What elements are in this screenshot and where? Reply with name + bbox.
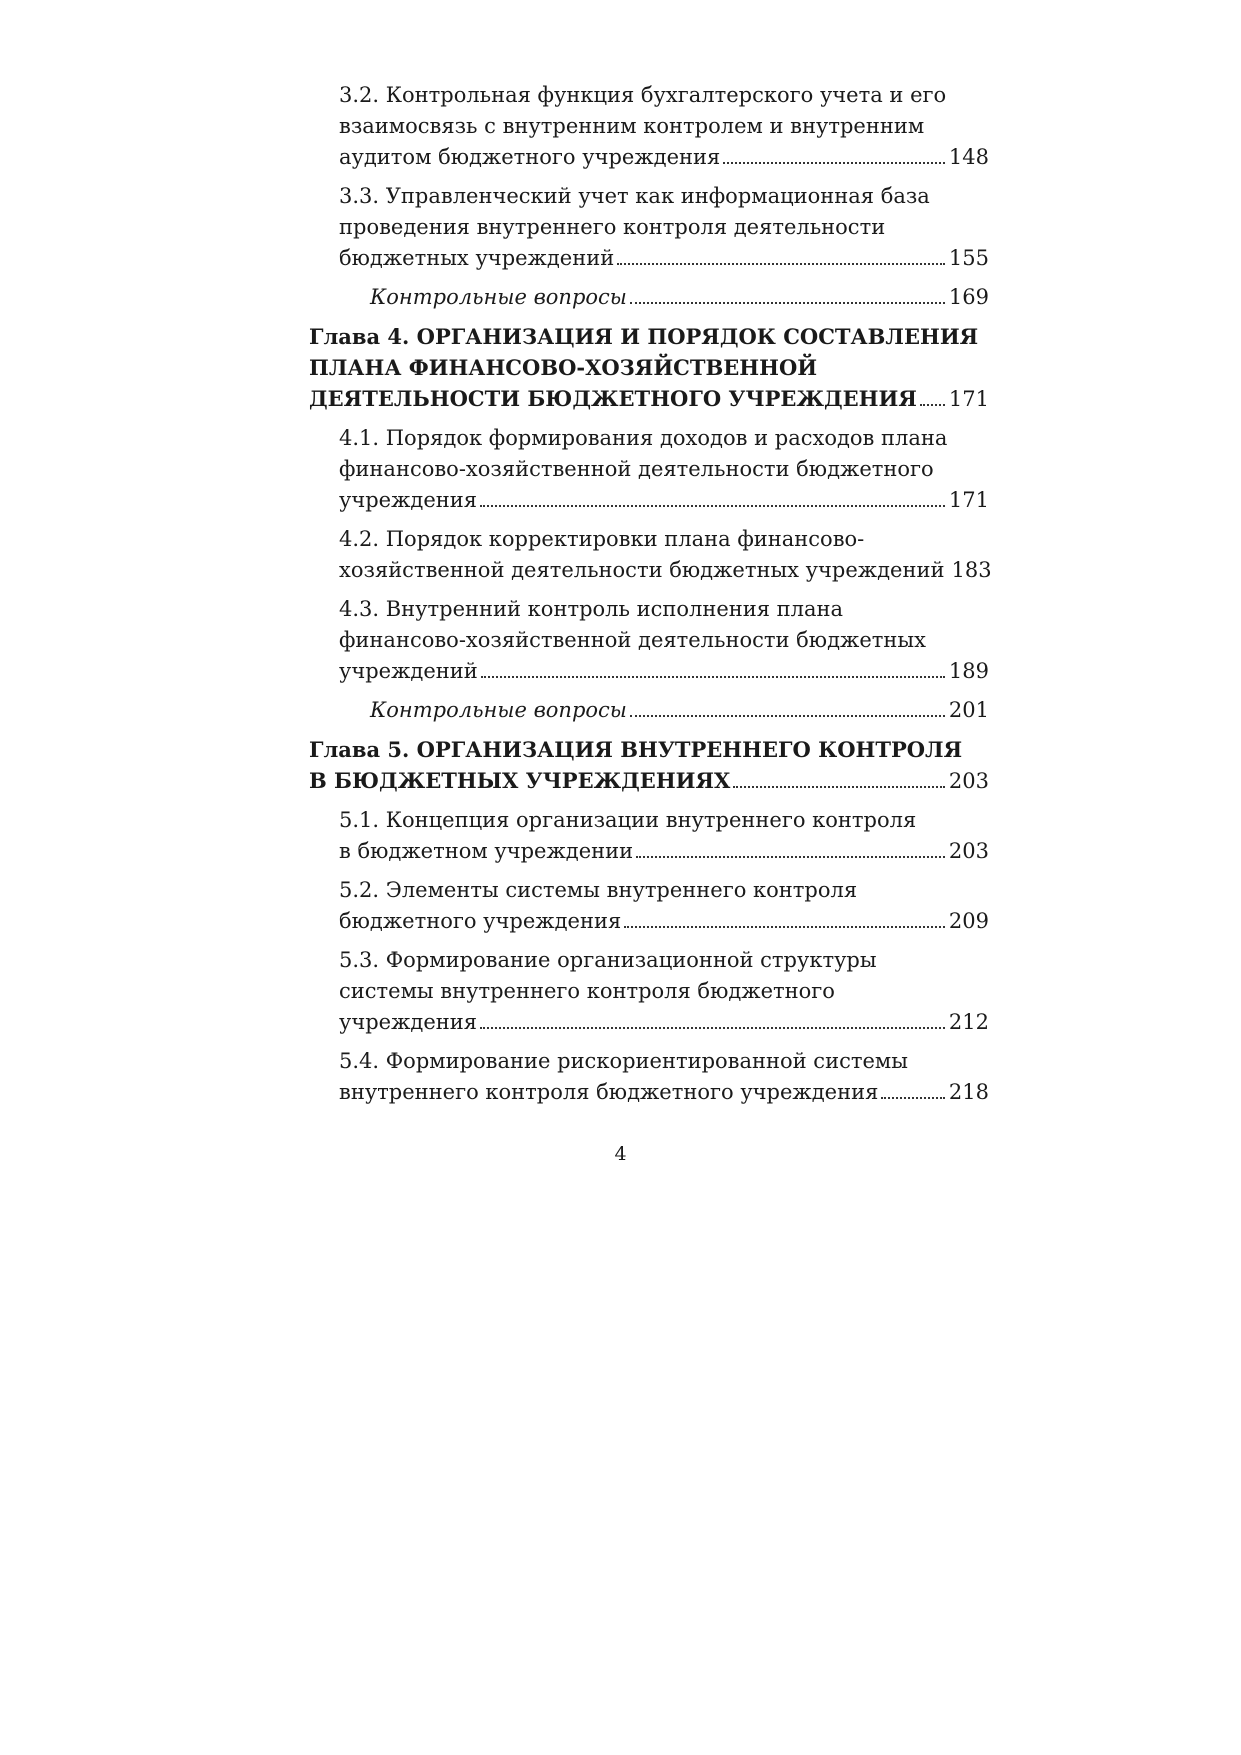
toc-entry-line: 5.1. Концепция организации внутреннего контроля: [339, 808, 917, 832]
toc-entry-last-line: [339, 836, 989, 867]
toc-section-entry: [309, 594, 989, 687]
toc-entry-line: учреждения: [339, 488, 478, 512]
toc-entry-line: 5.2. Элементы системы внутреннего контроля: [339, 878, 858, 902]
dot-leader: [624, 926, 945, 928]
toc-entry-line: Контрольные вопросы: [370, 698, 627, 722]
toc-page-number: 171: [948, 387, 989, 411]
toc-page-number: 201: [948, 698, 989, 722]
toc-page-number: 169: [948, 285, 989, 309]
dot-leader: [481, 676, 945, 678]
toc-entry-line: бюджетного учреждения: [339, 909, 622, 933]
toc-questions-entry: [309, 695, 989, 726]
dot-leader: [723, 162, 945, 164]
toc-entry-last-line: [339, 485, 989, 516]
toc-entry-line: В БЮДЖЕТНЫХ УЧРЕЖДЕНИЯХ: [309, 768, 731, 793]
toc-entry-line: взаимосвязь с внутренним контролем и внутренним: [339, 114, 925, 138]
toc-page-number: 203: [948, 839, 989, 863]
dot-leader: [636, 856, 945, 858]
toc-entry-line: 3.3. Управленческий учет как информационная база: [339, 184, 930, 208]
toc-entry-line: внутреннего контроля бюджетного учреждения: [339, 1080, 879, 1104]
toc-chapter-entry: [309, 734, 989, 797]
toc-page-number: 212: [948, 1010, 989, 1034]
toc-entry-line: хозяйственной деятельности бюджетных учреждений: [339, 558, 945, 582]
toc-entry-line: учреждений: [339, 659, 478, 683]
toc-entry-line: учреждения: [339, 1010, 478, 1034]
toc-entry-last-line: [339, 142, 989, 173]
toc-entry-last-line: [339, 906, 989, 937]
dot-leader: [480, 1027, 945, 1029]
toc-section-entry: [309, 423, 989, 516]
dot-leader: [920, 404, 945, 406]
toc-section-entry: [309, 181, 989, 274]
toc-entry-line: 5.3. Формирование организационной структуры: [339, 948, 877, 972]
toc-entry-last-line: [339, 1077, 989, 1108]
toc-entry-last-line: [370, 282, 989, 313]
toc-section-entry: [309, 524, 992, 586]
toc-section-entry: [309, 1046, 989, 1108]
toc-entry-line: Глава 5. ОРГАНИЗАЦИЯ ВНУТРЕННЕГО КОНТРОЛЯ: [309, 737, 963, 762]
toc-entry-last-line: [339, 656, 989, 687]
toc-entry-line: бюджетных учреждений: [339, 246, 615, 270]
toc-section-entry: [309, 80, 989, 173]
toc-page-number: 171: [948, 488, 989, 512]
toc-page-number: 155: [948, 246, 989, 270]
toc-entry-last-line: [370, 695, 989, 726]
toc-page-number: 148: [948, 145, 989, 169]
toc-questions-entry: [309, 282, 989, 313]
toc-section-entry: [309, 945, 989, 1038]
toc-entry-line: 4.2. Порядок корректировки плана финансово-: [339, 527, 865, 551]
toc-entry-line: ПЛАНА ФИНАНСОВО-ХОЗЯЙСТВЕННОЙ: [309, 355, 818, 380]
toc-entry-last-line: [309, 383, 989, 415]
toc-entry-line: проведения внутреннего контроля деятельности: [339, 215, 886, 239]
toc-entry-last-line: [339, 555, 992, 586]
toc-page-number: 218: [948, 1080, 989, 1104]
toc-entry-line: ДЕЯТЕЛЬНОСТИ БЮДЖЕТНОГО УЧРЕЖДЕНИЯ: [309, 386, 917, 411]
toc-page-number: 203: [948, 769, 989, 793]
toc-entry-line: 4.1. Порядок формирования доходов и расходов плана: [339, 426, 948, 450]
page-number: 4: [614, 1143, 627, 1165]
toc-page-number: 183: [951, 558, 992, 582]
toc-page-number: 209: [948, 909, 989, 933]
toc-entry-line: финансово-хозяйственной деятельности бюджетного: [339, 457, 934, 481]
toc-entry-line: системы внутреннего контроля бюджетного: [339, 979, 835, 1003]
dot-leader: [630, 302, 945, 304]
dot-leader: [881, 1097, 945, 1099]
dot-leader: [617, 263, 945, 265]
toc-entry-line: Глава 4. ОРГАНИЗАЦИЯ И ПОРЯДОК СОСТАВЛЕНИЯ: [309, 324, 979, 349]
toc-section-entry: [309, 805, 989, 867]
toc-section-entry: [309, 875, 989, 937]
dot-leader: [630, 715, 945, 717]
toc-entry-last-line: [309, 765, 989, 797]
toc-entry-line: 3.2. Контрольная функция бухгалтерского учета и его: [339, 83, 947, 107]
table-of-contents: [309, 80, 992, 1116]
toc-page-number: 189: [948, 659, 989, 683]
toc-entry-last-line: [339, 1007, 989, 1038]
dot-leader: [733, 786, 945, 788]
toc-chapter-entry: [309, 321, 989, 415]
toc-entry-line: финансово-хозяйственной деятельности бюджетных: [339, 628, 926, 652]
toc-entry-line: 5.4. Формирование рискориентированной системы: [339, 1049, 908, 1073]
toc-entry-last-line: [339, 243, 989, 274]
toc-entry-line: аудитом бюджетного учреждения: [339, 145, 721, 169]
toc-entry-line: 4.3. Внутренний контроль исполнения плана: [339, 597, 844, 621]
toc-entry-line: в бюджетном учреждении: [339, 839, 634, 863]
dot-leader: [480, 505, 945, 507]
toc-entry-line: Контрольные вопросы: [370, 285, 627, 309]
